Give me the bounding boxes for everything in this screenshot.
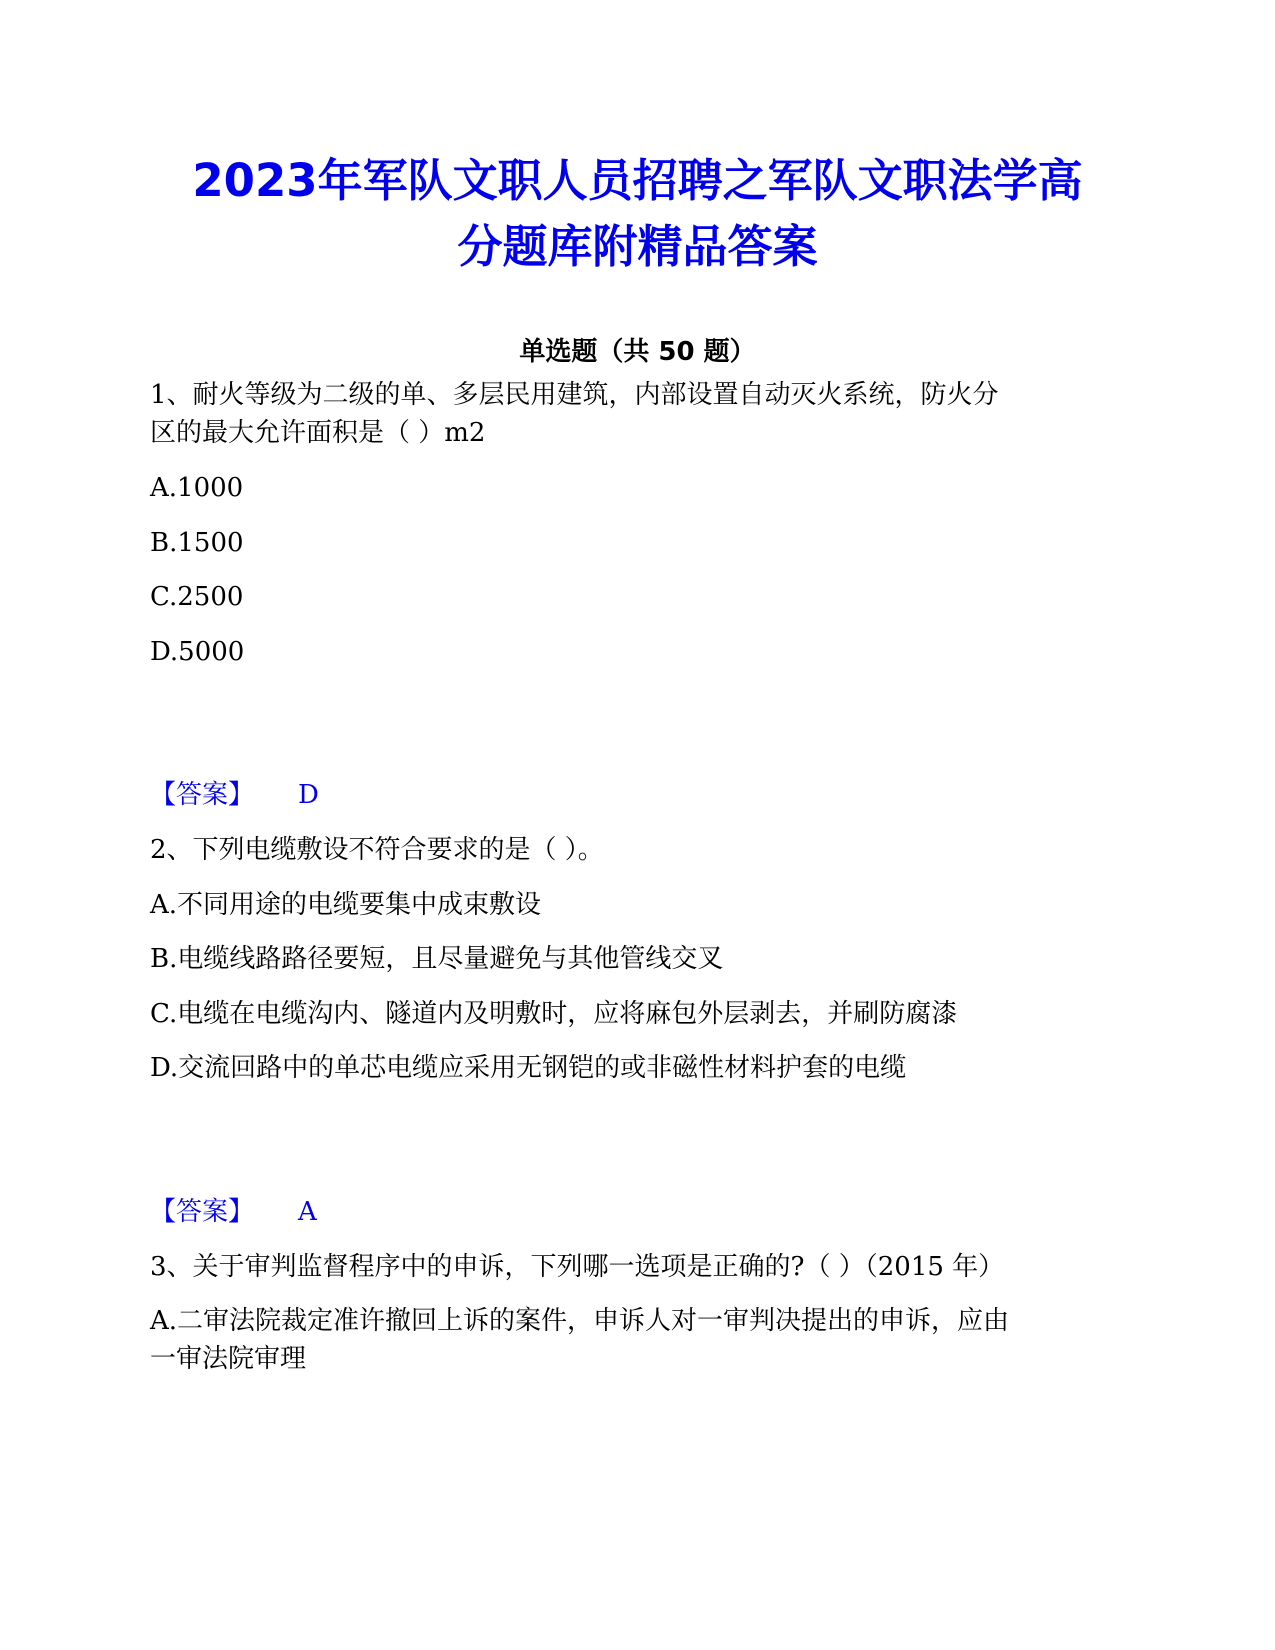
answer-label: 【答案】: [150, 780, 255, 810]
question-1-option-a: A.1000: [150, 473, 244, 503]
document-title-line-2: 分题库附精品答案: [457, 220, 818, 273]
question-1-stem-line-1: 1、耐火等级为二级的单、多层民用建筑，内部设置自动灭火系统，防火分: [150, 380, 999, 410]
question-3-stem: 3、关于审判监督程序中的申诉，下列哪一选项是正确的?（ ）（2015 年）: [150, 1252, 1005, 1282]
question-2-option-b: B.电缆线路路径要短，且尽量避免与其他管线交叉: [150, 944, 724, 974]
document-title-line-1: 2023年军队文职人员招聘之军队文职法学高: [192, 154, 1083, 207]
question-3-option-a-line-2: 一审法院审理: [150, 1344, 307, 1374]
question-2-option-c: C.电缆在电缆沟内、隧道内及明敷时，应将麻包外层剥去，并刷防腐漆: [150, 999, 958, 1029]
question-3-option-a-line-1: A.二审法院裁定准许撤回上诉的案件，申诉人对一审判决提出的申诉，应由: [150, 1306, 1010, 1336]
question-1-stem-line-2: 区的最大允许面积是（ ）m2: [150, 418, 486, 448]
question-1-option-d: D.5000: [150, 637, 245, 667]
question-1-option-b: B.1500: [150, 528, 244, 558]
document-title: [120, 148, 1155, 280]
question-2-stem: 2、下列电缆敷设不符合要求的是（ ）。: [150, 835, 604, 865]
question-2-answer: [150, 1193, 1130, 1231]
section-heading: 单选题（共 50 题）: [519, 337, 756, 367]
question-1-option-c: C.2500: [150, 582, 244, 612]
answer-label: 【答案】: [150, 1197, 255, 1227]
answer-value: D: [298, 780, 319, 810]
question-2-option-d: D.交流回路中的单芯电缆应采用无钢铠的或非磁性材料护套的电缆: [150, 1053, 907, 1083]
question-2-option-a: A.不同用途的电缆要集中成束敷设: [150, 890, 542, 920]
question-1-answer: [150, 776, 1130, 814]
answer-value: A: [298, 1197, 317, 1227]
